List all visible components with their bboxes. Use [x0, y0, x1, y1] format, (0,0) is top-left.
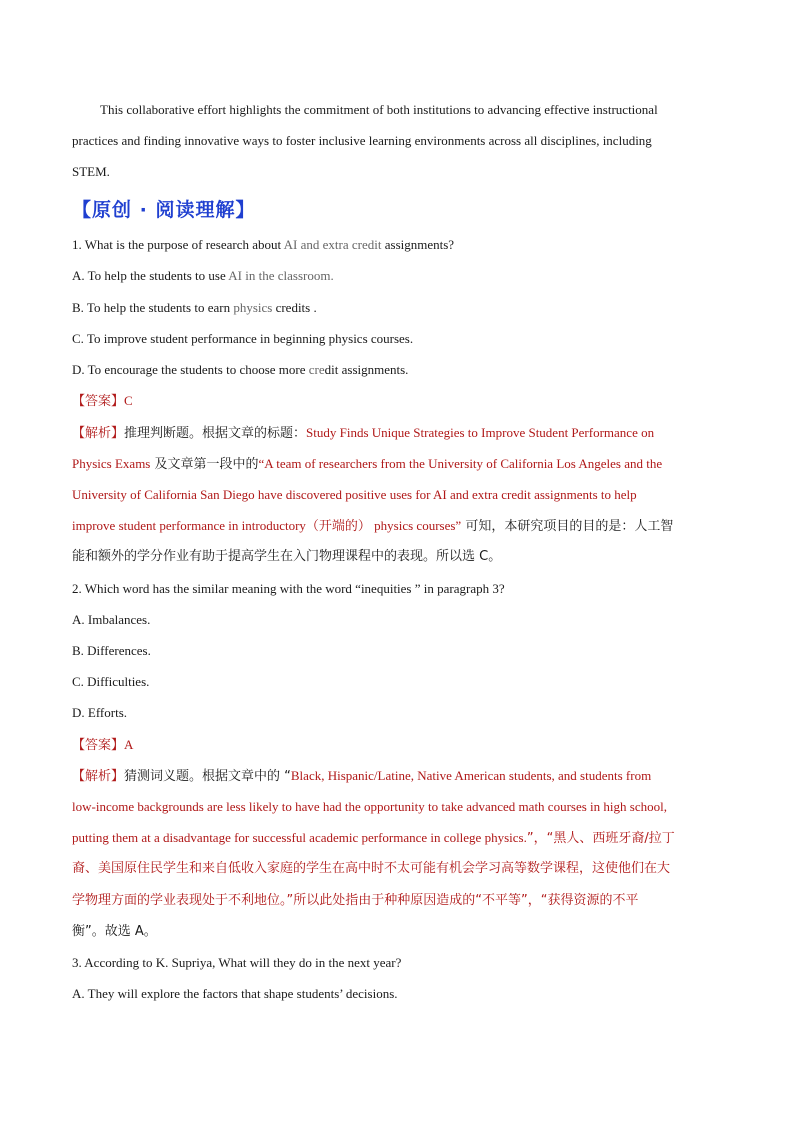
q1-explanation-intro: 推理判断题。根据文章的标题： — [124, 426, 307, 441]
question-1-text: 1. What is the purpose of research about — [72, 237, 284, 252]
q2-answer — [72, 736, 732, 755]
q1-option-d-text: D. To encourage the students to choose more — [72, 362, 309, 377]
question-1-tail: assignments? — [381, 237, 455, 252]
q2-option-a: A. Imbalances. — [72, 612, 151, 627]
question-2: 2. Which word has the similar meaning with the word “inequities ” in paragraph 3? — [72, 581, 505, 596]
q2-explanation-line-3 — [72, 829, 732, 848]
q2-answer-value: A — [124, 737, 134, 752]
q1-option-a-highlight: AI in the classroom. — [228, 268, 334, 283]
intro-line-2: practices and finding innovative ways to foster inclusive learning environments across all disciplines, including — [72, 133, 652, 148]
q1-explanation-line-2 — [72, 455, 732, 474]
intro-line-3: STEM. — [72, 164, 110, 179]
section-heading: 【原创 · 阅读理解】 — [72, 199, 256, 221]
explanation-tag: 【解析】 — [72, 769, 125, 784]
q2-option-d: D. Efforts. — [72, 705, 128, 720]
intro-line-1: This collaborative effort highlights the commitment of both institutions to advancing effective instructional — [100, 102, 658, 117]
q1-option-a — [72, 267, 732, 285]
q2-explanation-quote-end: putting them at a disadvantage for successful academic performance in college physics. — [72, 830, 527, 845]
q2-explanation-line-1 — [72, 767, 732, 786]
q2-explanation-line-2: low-income backgrounds are less likely to have had the opportunity to take advanced math courses in high school, — [72, 799, 667, 814]
q2-explanation-line-4: 裔、美国原住民学生和来自低收入家庭的学生在高中时不太可能有机会学习高等数学课程，这使他们在大 — [72, 861, 671, 876]
q1-option-b-tail: credits . — [272, 300, 317, 315]
q2-explanation-translation: ”，“黑人、西班牙裔/拉丁 — [526, 831, 675, 846]
q2-explanation-line-5 — [72, 892, 732, 910]
q1-explanation-line-5: 能和额外的学分作业有助于提高学生在入门物理课程中的表现。所以选 C。 — [72, 549, 502, 564]
question-1 — [72, 236, 732, 254]
q1-answer — [72, 392, 732, 411]
q2-explanation-intro: 猜测词义题。根据文章中的 “ — [124, 769, 291, 784]
q1-answer-value: C — [124, 393, 133, 408]
q1-explanation-connector: 及文章第一段中的 — [150, 457, 259, 472]
q2-explanation-line-6: 衡”。故选 A。 — [72, 924, 157, 939]
q1-explanation-title: Study Finds Unique Strategies to Improve Student Performance on — [306, 425, 655, 440]
q1-option-d-highlight: cre — [308, 362, 325, 377]
q1-explanation-title-end: Physics Exams — [72, 456, 151, 471]
q3-option-a: A. They will explore the factors that shape students’ decisions. — [72, 986, 398, 1001]
q2-option-c: C. Difficulties. — [72, 674, 150, 689]
q1-option-a-text: A. To help the students to use — [72, 268, 229, 283]
q2-option-b: B. Differences. — [72, 643, 151, 658]
answer-tag: 【答案】 — [72, 738, 125, 753]
q1-explanation-conclusion: 可知，本研究项目的目的是：人工智 — [461, 519, 674, 534]
q1-explanation-line-4 — [72, 517, 732, 536]
explanation-tag: 【解析】 — [72, 426, 125, 441]
q1-explanation-line-3: University of California San Diego have discovered positive uses for AI and extra credit assignments to help — [72, 487, 637, 502]
q1-option-d-tail: dit assignments. — [324, 362, 409, 377]
q1-explanation-line-1 — [72, 424, 732, 443]
q1-option-b-text: B. To help the students to earn — [72, 300, 234, 315]
q2-explanation-quote: Black, Hispanic/Latine, Native American students, and students from — [290, 768, 652, 783]
question-3: 3. According to K. Supriya, What will they do in the next year? — [72, 955, 402, 970]
answer-tag: 【答案】 — [72, 394, 125, 409]
q1-option-d — [72, 361, 732, 379]
q1-option-b-highlight: physics — [233, 300, 273, 315]
q1-option-b — [72, 299, 732, 317]
q2-explanation-translation-end: 学物理方面的学业表现处于不利地位。”所以此处指由于种种原因造成的“不平等”，“获得资源的不平 — [72, 893, 639, 908]
q1-option-c: C. To improve student performance in beginning physics courses. — [72, 331, 414, 346]
q1-explanation-quote-end: improve student performance in introductory（开端的） physics courses” — [72, 518, 462, 533]
q1-explanation-quote: “A team of researchers from the University of California Los Angeles and the — [258, 456, 663, 471]
question-1-highlight: AI and extra credit — [283, 237, 382, 252]
